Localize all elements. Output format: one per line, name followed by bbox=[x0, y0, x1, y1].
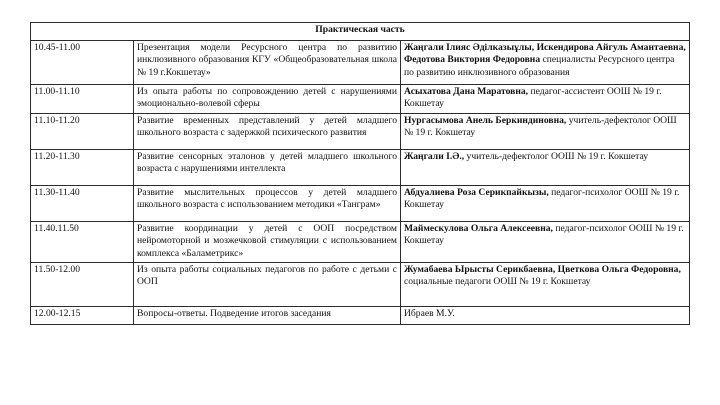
table-row bbox=[31, 221, 690, 262]
table-row bbox=[31, 149, 690, 185]
speaker-name: Жаңгали Ілияс Әділказыұлы, Искендирова Айгуль Амантаевна, Федотова Виктория Федоровна bbox=[404, 42, 686, 66]
speaker-name: Маймескулова Ольга Алексеевна, bbox=[404, 222, 553, 234]
speaker-role: педагог-ассистент ООШ № 19 г. Кокшетау bbox=[404, 86, 662, 110]
speaker-cell bbox=[401, 307, 690, 325]
topic-cell: Развитие временных представлений у детей младшего школьного возраста с задержкой психического развития bbox=[134, 113, 401, 149]
speaker-role: педагог-психолог ООШ № 19 г. Кокшетау bbox=[404, 186, 680, 211]
table-row bbox=[31, 307, 690, 325]
topic-cell: Развитие координации у детей с ООП посредством нейромоторной и мозжечковой стимуляции с использованием комплекса «Баламетрикс» bbox=[134, 221, 401, 262]
time-cell: 11.40.11.50 bbox=[31, 221, 134, 262]
speaker-cell bbox=[401, 41, 690, 85]
speaker-cell bbox=[401, 185, 690, 221]
speaker-role: учитель-дефектолог ООШ № 19 г. Кокшетау bbox=[404, 114, 677, 139]
topic-cell: Презентация модели Ресурсного центра по развитию инклюзивного образования КГУ «Общеобразовательная школа № 19 г.Кокшетау» bbox=[134, 41, 401, 85]
speaker-role: педагог-психолог ООШ № 19 г. Кокшетау bbox=[404, 222, 684, 247]
time-cell: 11.30-11.40 bbox=[31, 185, 134, 221]
speaker-name: Асыхатова Дана Маратовна, bbox=[404, 86, 529, 97]
speaker-cell bbox=[401, 149, 690, 185]
speaker-name: Абдуалиева Роза Серикпайкызы, bbox=[404, 186, 549, 198]
speaker-name: Нургасымова Анель Беркиндиновна, bbox=[404, 114, 567, 126]
speaker-cell bbox=[401, 85, 690, 114]
speaker-role: специалисты Ресурсного центра по развитию инклюзивного образования bbox=[404, 54, 675, 78]
topic-cell: Развитие сенсорных эталонов у детей младшего школьного возраста с нарушениями интеллекта bbox=[134, 149, 401, 185]
agenda-table bbox=[30, 22, 690, 325]
table-row bbox=[31, 185, 690, 221]
topic-cell: Развитие мыслительных процессов у детей младшего школьного возраста с использованием методики «Танграм» bbox=[134, 185, 401, 221]
section-title: Практическая часть bbox=[31, 23, 690, 41]
speaker-role: социальные педагоги ООШ № 19 г. Кокшетау bbox=[404, 276, 591, 288]
topic-cell: Из опыта работы по сопровождению детей с нарушениями эмоционально-волевой сферы bbox=[134, 85, 401, 114]
section-header-row bbox=[31, 23, 690, 41]
table-row bbox=[31, 41, 690, 85]
speaker-cell bbox=[401, 221, 690, 262]
speaker-name: Жаңгали І.Ә., bbox=[404, 150, 465, 162]
speaker-cell bbox=[401, 263, 690, 307]
time-cell: 11.20-11.30 bbox=[31, 149, 134, 185]
topic-cell: Из опыта работы социальных педагогов по работе с детьми с ООП bbox=[134, 263, 401, 307]
speaker-role: Ибраев М.У. bbox=[404, 308, 455, 320]
speaker-name: Жумабаева Ырысты Серикбаевна, Цветкова Ольга Федоровна, bbox=[404, 264, 681, 276]
speaker-role: учитель-дефектолог ООШ № 19 г. Кокшетау bbox=[466, 150, 649, 162]
speaker-cell bbox=[401, 113, 690, 149]
topic-cell: Вопросы-ответы. Подведение итогов заседания bbox=[134, 307, 401, 325]
time-cell: 10.45-11.00 bbox=[31, 41, 134, 85]
table-row bbox=[31, 263, 690, 307]
time-cell: 11.00-11.10 bbox=[31, 85, 134, 114]
table-row bbox=[31, 85, 690, 114]
time-cell: 11.50-12.00 bbox=[31, 263, 134, 307]
time-cell: 11.10-11.20 bbox=[31, 113, 134, 149]
time-cell: 12.00-12.15 bbox=[31, 307, 134, 325]
table-row bbox=[31, 113, 690, 149]
agenda-body bbox=[31, 23, 690, 325]
